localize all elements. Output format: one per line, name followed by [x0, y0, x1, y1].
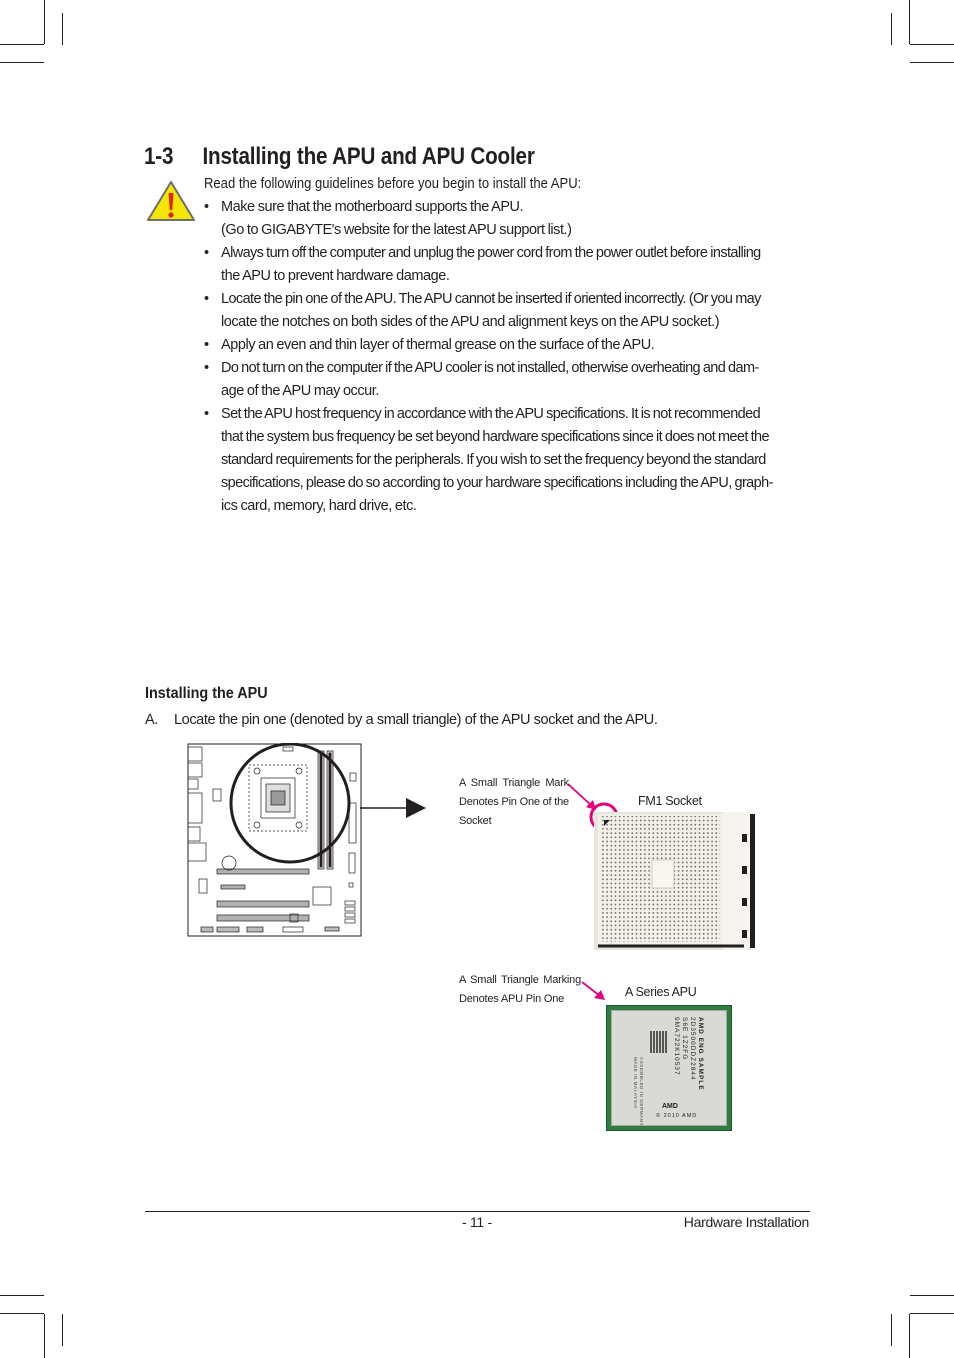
guideline-line: locate the notches on both sides of the APU and alignment keys on the APU socket.): [221, 314, 720, 330]
guideline-line: Set the APU host frequency in accordance with the APU specifications. It is not recommended: [221, 406, 761, 422]
guideline-line: Apply an even and thin layer of thermal grease on the surface of the APU.: [221, 337, 655, 353]
crop-mark: [44, 0, 45, 44]
apu-mark-line: ASSEMBLED IN GERMANY: [639, 1057, 644, 1127]
apu-mark-line: MADE IN MALAYSIA: [633, 1057, 638, 1109]
intro-text: Read the following guidelines before you begin to install the APU:: [204, 176, 582, 192]
apu-mark-line: S6E 1Z2FG: [681, 1017, 688, 1061]
guideline-line: Make sure that the motherboard supports the APU.: [221, 199, 524, 215]
apu-mark-line: 2D3500DDZ2844: [689, 1017, 696, 1081]
section-number: 1-3: [144, 143, 174, 170]
guideline-line: that the system bus frequency be set beyond hardware specifications since it does not meet the: [221, 429, 769, 445]
fm1-socket-image: [584, 810, 756, 952]
exclamation-triangle-icon: [146, 180, 196, 222]
bullet: •: [204, 360, 210, 376]
crop-mark: [44, 1314, 45, 1358]
motherboard-diagram: [187, 743, 363, 939]
crop-mark: [910, 1295, 954, 1296]
socket-label: FM1 Socket: [638, 794, 702, 808]
guideline-item: [204, 242, 809, 288]
guideline-line: standard requirements for the peripherals. If you wish to set the frequency beyond the standard: [221, 452, 766, 468]
page-number: - 11 -: [462, 1214, 492, 1230]
guideline-line: Always turn off the computer and unplug the power cord from the power outlet before installing: [221, 245, 761, 261]
socket-caption: [459, 774, 569, 831]
footer-section-name: Hardware Installation: [683, 1214, 809, 1230]
crop-mark: [909, 0, 910, 44]
caption-line: Socket: [459, 815, 492, 827]
caption-line: A Small Triangle Mark: [459, 777, 569, 789]
guideline-item: [204, 403, 809, 518]
crop-mark: [891, 1314, 892, 1346]
guideline-line: specifications, please do so according to your hardware specifications including the APU, graph-: [221, 475, 773, 491]
bullet: •: [204, 337, 210, 353]
bullet: •: [204, 245, 210, 261]
crop-mark: [910, 62, 954, 63]
apu-marking-block: [672, 1017, 722, 1112]
guideline-list: [204, 196, 809, 518]
guideline-item: [204, 334, 809, 357]
crop-mark: [0, 1295, 44, 1296]
guideline-item: [204, 288, 809, 334]
caption-line: Denotes APU Pin One: [459, 993, 565, 1005]
subsection-heading: Installing the APU: [145, 685, 268, 702]
section-heading: [144, 143, 535, 171]
apu-origin-block: [632, 1057, 652, 1127]
guideline-line: (Go to GIGABYTE's website for the latest APU support list.): [221, 222, 572, 238]
apu-heatspreader: [611, 1010, 727, 1126]
guideline-item: [204, 196, 809, 242]
apu-label: A Series APU: [625, 985, 697, 999]
crop-mark: [909, 1314, 910, 1358]
crop-mark: [62, 13, 63, 45]
apu-mark-line: AMD ENG SAMPLE: [697, 1017, 704, 1091]
pointer-arrow: [360, 796, 426, 820]
caption-line: Denotes Pin One of the: [459, 796, 569, 808]
data-matrix-icon: [650, 1031, 668, 1053]
crop-mark: [0, 62, 44, 63]
apu-mark-line: 9MA722K10537: [673, 1017, 680, 1076]
guidelines-block: [204, 173, 809, 518]
guideline-line: Locate the pin one of the APU. The APU cannot be inserted if oriented incorrectly. (Or you may: [221, 291, 761, 307]
bullet: •: [204, 291, 210, 307]
step-a: [145, 712, 657, 728]
guideline-line: ics card, memory, hard drive, etc.: [221, 498, 417, 514]
caption-line: A Small Triangle Marking: [459, 974, 581, 986]
bullet: •: [204, 199, 210, 215]
step-text: Locate the pin one (denoted by a small triangle) of the APU socket and the APU.: [174, 712, 658, 728]
crop-mark: [62, 1314, 63, 1346]
apu-pin-one-marker: [580, 980, 608, 1004]
crop-mark: [891, 13, 892, 45]
crop-mark: [0, 44, 44, 45]
crop-mark: [910, 1313, 954, 1314]
guideline-line: the APU to prevent hardware damage.: [221, 268, 450, 284]
footer-rule: [145, 1211, 810, 1212]
guideline-line: Do not turn on the computer if the APU cooler is not installed, otherwise overheating and dam-: [221, 360, 759, 376]
apu-copyright: © 2010 AMD: [656, 1113, 698, 1119]
section-title: Installing the APU and APU Cooler: [202, 143, 535, 170]
crop-mark: [0, 1313, 44, 1314]
bullet: •: [204, 406, 210, 422]
amd-logo: AMD: [662, 1103, 678, 1110]
apu-caption: [459, 971, 581, 1009]
apu-chip-image: [606, 1005, 732, 1131]
guideline-item: [204, 357, 809, 403]
guideline-line: age of the APU may occur.: [221, 383, 379, 399]
step-letter: A.: [145, 712, 158, 728]
crop-mark: [910, 44, 954, 45]
